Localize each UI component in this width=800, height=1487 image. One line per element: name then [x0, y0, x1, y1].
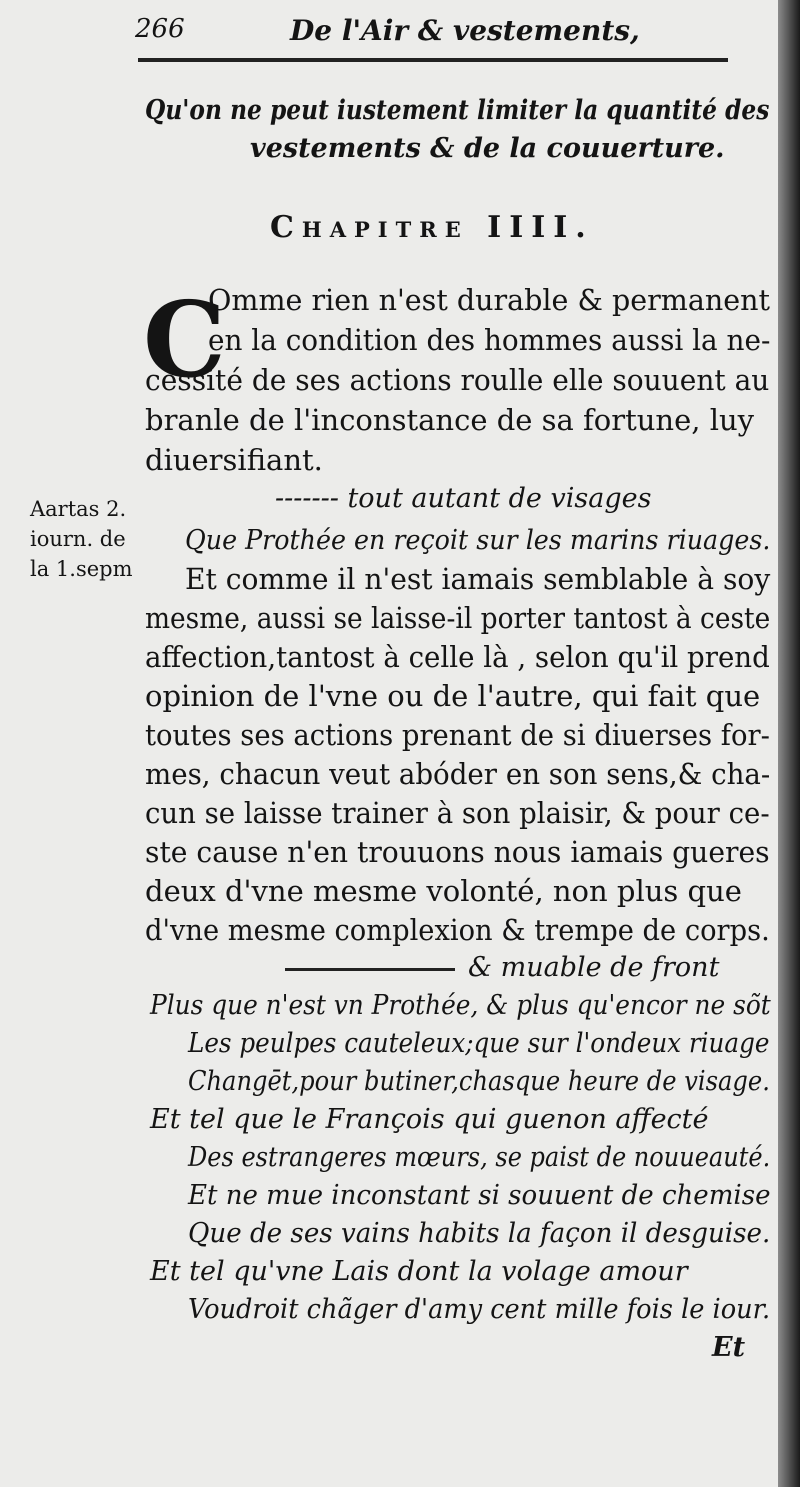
body-line-5: toutes ses actions prenant de si diuerses for-: [145, 718, 770, 752]
chapter-subtitle-line-2: vestements & de la couuerture.: [250, 133, 725, 164]
page-number: 266: [135, 14, 185, 44]
body-line-2: mesme, aussi se laisse-il porter tantost à ceste: [145, 601, 771, 635]
chapter-subtitle-line-1: Qu'on ne peut iustement limiter la quantité des: [145, 95, 770, 126]
margin-note-line-3: la 1.sepm: [30, 557, 133, 581]
body-line-9: deux d'vne mesme volonté, non plus que: [145, 874, 742, 908]
poem-lead-rule: [285, 968, 455, 971]
poem-line-9: Voudroit chãger d'amy cent mille fois le iour.: [188, 1294, 771, 1325]
poem-line-8: Et tel qu'vne Lais dont la volage amour: [150, 1256, 688, 1287]
margin-note-line-2: iourn. de: [30, 527, 126, 551]
opening-line-4: branle de l'inconstance de sa fortune, luy: [145, 403, 755, 437]
poem-line-6: Et ne mue inconstant si souuent de chemise: [188, 1180, 771, 1211]
poem-line-3: Changēt,pour butiner,chasque heure de visage.: [188, 1066, 770, 1097]
opening-line-2: en la condition des hommes aussi la ne-: [208, 323, 771, 357]
body-line-7: cun se laisse trainer à son plaisir, & pour ce-: [145, 796, 770, 830]
quote-line-2: Que Prothée en reçoit sur les marins riuages.: [185, 525, 771, 556]
body-line-8: ste cause n'en trouuons nous iamais gueres: [145, 835, 770, 869]
catchword: Et: [712, 1332, 746, 1363]
poem-line-4: Et tel que le François qui guenon affecté: [150, 1104, 709, 1135]
poem-line-1: Plus que n'est vn Prothée, & plus qu'encor ne sõt: [150, 990, 771, 1021]
poem-line-2: Les peulpes cauteleux;que sur l'ondeux riuage: [188, 1028, 770, 1059]
body-line-1: Et comme il n'est iamais semblable à soy: [185, 562, 771, 596]
drop-cap: C: [143, 278, 226, 401]
header-rule: [138, 58, 728, 62]
quote-line-1: ------- tout autant de visages: [275, 483, 652, 514]
chapter-heading: Chapitre IIII.: [270, 210, 594, 245]
opening-line-5: diuersifiant.: [145, 443, 323, 477]
opening-line-3: cessité de ses actions roulle elle souuent au: [145, 363, 770, 397]
body-line-10: d'vne mesme complexion & trempe de corps.: [145, 913, 770, 947]
opening-line-1: Omme rien n'est durable & permanent: [208, 283, 770, 317]
page-edge-shadow: [778, 0, 800, 1487]
body-line-6: mes, chacun veut abóder en son sens,& cha-: [145, 757, 771, 791]
poem-line-5: Des estrangeres mœurs, se paist de nouueauté.: [188, 1142, 771, 1173]
running-title: De l'Air & vestements,: [290, 14, 640, 47]
body-line-4: opinion de l'vne ou de l'autre, qui fait que: [145, 679, 761, 713]
body-line-3: affection,tantost à celle là , selon qu'il prend: [145, 640, 770, 674]
poem-lead: & muable de front: [468, 952, 720, 983]
margin-note-line-1: Aartas 2.: [30, 497, 127, 521]
poem-line-7: Que de ses vains habits la façon il desguise.: [188, 1218, 771, 1249]
